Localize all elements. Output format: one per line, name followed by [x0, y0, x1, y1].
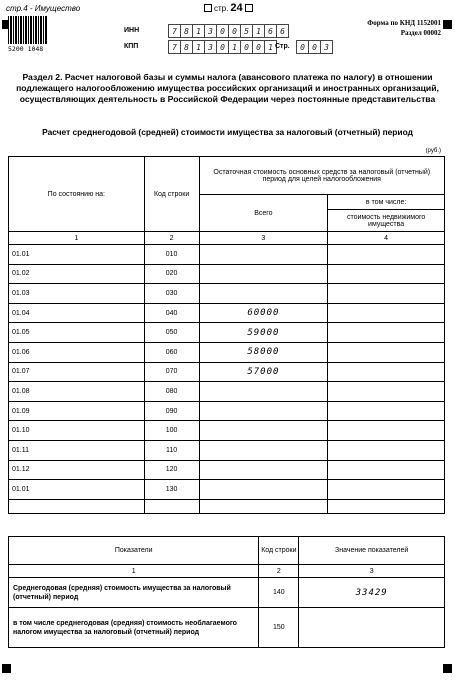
row-code: 080	[144, 382, 199, 402]
indicator-code: 150	[259, 608, 299, 648]
row-date: 01.06	[9, 342, 145, 362]
row-total-value[interactable]	[199, 440, 328, 460]
form-code	[367, 18, 441, 38]
section-subtitle: Расчет среднегодовой (средней) стоимости имущества за налоговый (отчетный) период	[42, 127, 413, 137]
spacer-cell	[328, 499, 445, 513]
page-reference: стр.4 - Имущество	[6, 4, 81, 13]
row-total-value[interactable]: 60000	[199, 303, 328, 323]
kpp-digit: 0	[240, 40, 253, 54]
page-label: стр.	[214, 3, 229, 13]
table-row	[9, 245, 445, 265]
registration-mark-bottom-left	[2, 664, 11, 673]
residual-value-table	[8, 156, 445, 514]
table-row	[9, 342, 445, 362]
row-date: 01.01	[9, 480, 145, 500]
row-date: 01.01	[9, 245, 145, 265]
inn-digit: 6	[276, 24, 289, 38]
kpp-field[interactable]	[168, 40, 276, 54]
table-row	[9, 303, 445, 323]
table-row	[9, 284, 445, 304]
col-num: 3	[299, 565, 445, 578]
section-code-text: Раздел 00002	[400, 29, 441, 37]
page-field[interactable]	[296, 40, 332, 54]
row-realestate-value[interactable]	[328, 460, 445, 480]
table-row	[9, 362, 445, 382]
row-realestate-value[interactable]	[328, 362, 445, 382]
inn-digit: 5	[240, 24, 253, 38]
page-field-digit: 0	[308, 40, 321, 54]
table-row	[9, 401, 445, 421]
page-field-digit: 3	[320, 40, 333, 54]
row-code: 120	[144, 460, 199, 480]
col-num: 1	[9, 565, 259, 578]
row-code: 030	[144, 284, 199, 304]
kpp-digit: 0	[216, 40, 229, 54]
kpp-label: КПП	[124, 43, 139, 50]
inn-digit: 1	[192, 24, 205, 38]
page-field-digit: 0	[296, 40, 309, 54]
table-row	[9, 460, 445, 480]
header-code: Код строки	[144, 157, 199, 232]
row-realestate-value[interactable]	[328, 382, 445, 402]
kpp-digit: 0	[252, 40, 265, 54]
row-realestate-value[interactable]	[328, 303, 445, 323]
row-total-value[interactable]	[199, 284, 328, 304]
form-code-text: Форма по КНД 1152001	[367, 19, 441, 27]
row-realestate-value[interactable]	[328, 284, 445, 304]
row-realestate-value[interactable]	[328, 401, 445, 421]
page-number	[204, 2, 253, 14]
header-code: Код строки	[259, 537, 299, 565]
header-date: По состоянию на:	[9, 157, 145, 232]
inn-digit: 7	[168, 24, 181, 38]
row-total-value[interactable]: 59000	[199, 323, 328, 343]
inn-digit: 0	[228, 24, 241, 38]
kpp-digit: 7	[168, 40, 181, 54]
kpp-digit: 3	[204, 40, 217, 54]
unit-label: (руб.)	[425, 148, 441, 154]
inn-digit: 8	[180, 24, 193, 38]
col-num: 1	[9, 232, 145, 245]
header-residual: Остаточная стоимость основных средств за налоговый (отчетный) период для целей налогообложения	[199, 157, 444, 195]
table-row	[9, 323, 445, 343]
table-row	[9, 382, 445, 402]
indicator-label: Среднегодовая (средняя) стоимость имущества за налоговый (отчетный) период	[9, 578, 259, 608]
kpp-digit: 1	[264, 40, 277, 54]
row-total-value[interactable]: 58000	[199, 342, 328, 362]
header-including: в том числе:	[328, 195, 445, 210]
row-total-value[interactable]	[199, 401, 328, 421]
table-row	[9, 578, 445, 608]
indicator-label: в том числе среднегодовая (средняя) стоимость необлагаемого налогом имущества за налоговый (отчетный) период	[9, 608, 259, 648]
row-realestate-value[interactable]	[328, 323, 445, 343]
row-date: 01.12	[9, 460, 145, 480]
spacer-cell	[9, 499, 145, 513]
table-row	[9, 480, 445, 500]
table-row	[9, 440, 445, 460]
table-row	[9, 608, 445, 648]
row-code: 100	[144, 421, 199, 441]
registration-mark-bottom-right	[443, 664, 452, 673]
row-total-value[interactable]	[199, 382, 328, 402]
col-num: 2	[259, 565, 299, 578]
col-num: 4	[328, 232, 445, 245]
barcode-icon	[8, 16, 48, 44]
row-realestate-value[interactable]	[328, 480, 445, 500]
row-date: 01.02	[9, 264, 145, 284]
header-value: Значение показателей	[299, 537, 445, 565]
row-realestate-value[interactable]	[328, 245, 445, 265]
inn-digit: 6	[264, 24, 277, 38]
row-realestate-value[interactable]	[328, 421, 445, 441]
checkbox-icon	[204, 4, 212, 12]
row-total-value[interactable]	[199, 245, 328, 265]
indicators-table	[8, 536, 445, 648]
table-row	[9, 264, 445, 284]
inn-label: ИНН	[124, 27, 140, 34]
checkbox-icon	[245, 4, 253, 12]
inn-digit: 0	[216, 24, 229, 38]
row-code: 070	[144, 362, 199, 382]
indicator-value[interactable]	[299, 608, 445, 648]
row-total-value[interactable]	[199, 460, 328, 480]
kpp-digit: 1	[228, 40, 241, 54]
row-date: 01.03	[9, 284, 145, 304]
row-total-value[interactable]: 57000	[199, 362, 328, 382]
row-date: 01.07	[9, 362, 145, 382]
row-date: 01.10	[9, 421, 145, 441]
indicator-value[interactable]: 33429	[299, 578, 445, 608]
row-code: 020	[144, 264, 199, 284]
kpp-digit: 1	[192, 40, 205, 54]
page-number-value: 24	[230, 2, 243, 14]
row-realestate-value[interactable]	[328, 264, 445, 284]
barcode-number: 5200 1048	[8, 45, 44, 53]
spacer-cell	[199, 499, 328, 513]
row-realestate-value[interactable]	[328, 342, 445, 362]
row-code: 060	[144, 342, 199, 362]
page-field-label: Стр.	[275, 43, 290, 50]
table-row	[9, 421, 445, 441]
row-code: 050	[144, 323, 199, 343]
row-realestate-value[interactable]	[328, 440, 445, 460]
registration-mark-top-right	[443, 20, 452, 29]
row-code: 130	[144, 480, 199, 500]
col-num: 3	[199, 232, 328, 245]
indicator-code: 140	[259, 578, 299, 608]
header-realestate: стоимость недвижимого имущества	[328, 210, 445, 232]
row-date: 01.08	[9, 382, 145, 402]
inn-field[interactable]	[168, 24, 288, 38]
row-code: 090	[144, 401, 199, 421]
inn-digit: 1	[252, 24, 265, 38]
kpp-digit: 8	[180, 40, 193, 54]
spacer-cell	[144, 499, 199, 513]
row-total-value[interactable]	[199, 480, 328, 500]
header-indicators: Показатели	[9, 537, 259, 565]
row-code: 010	[144, 245, 199, 265]
row-code: 110	[144, 440, 199, 460]
row-code: 040	[144, 303, 199, 323]
row-total-value[interactable]	[199, 421, 328, 441]
inn-digit: 3	[204, 24, 217, 38]
col-num: 2	[144, 232, 199, 245]
row-date: 01.09	[9, 401, 145, 421]
row-date: 01.11	[9, 440, 145, 460]
section-title: Раздел 2. Расчет налоговой базы и суммы налога (авансового платежа по налогу) в отношении подлежащего налогообложению имущества российских организаций и иностранных организаций, осуществляющих деятельность в Российской Федерации через постоянные представительства	[16, 72, 439, 104]
row-date: 01.04	[9, 303, 145, 323]
header-total: Всего	[199, 195, 328, 232]
row-date: 01.05	[9, 323, 145, 343]
row-total-value[interactable]	[199, 264, 328, 284]
